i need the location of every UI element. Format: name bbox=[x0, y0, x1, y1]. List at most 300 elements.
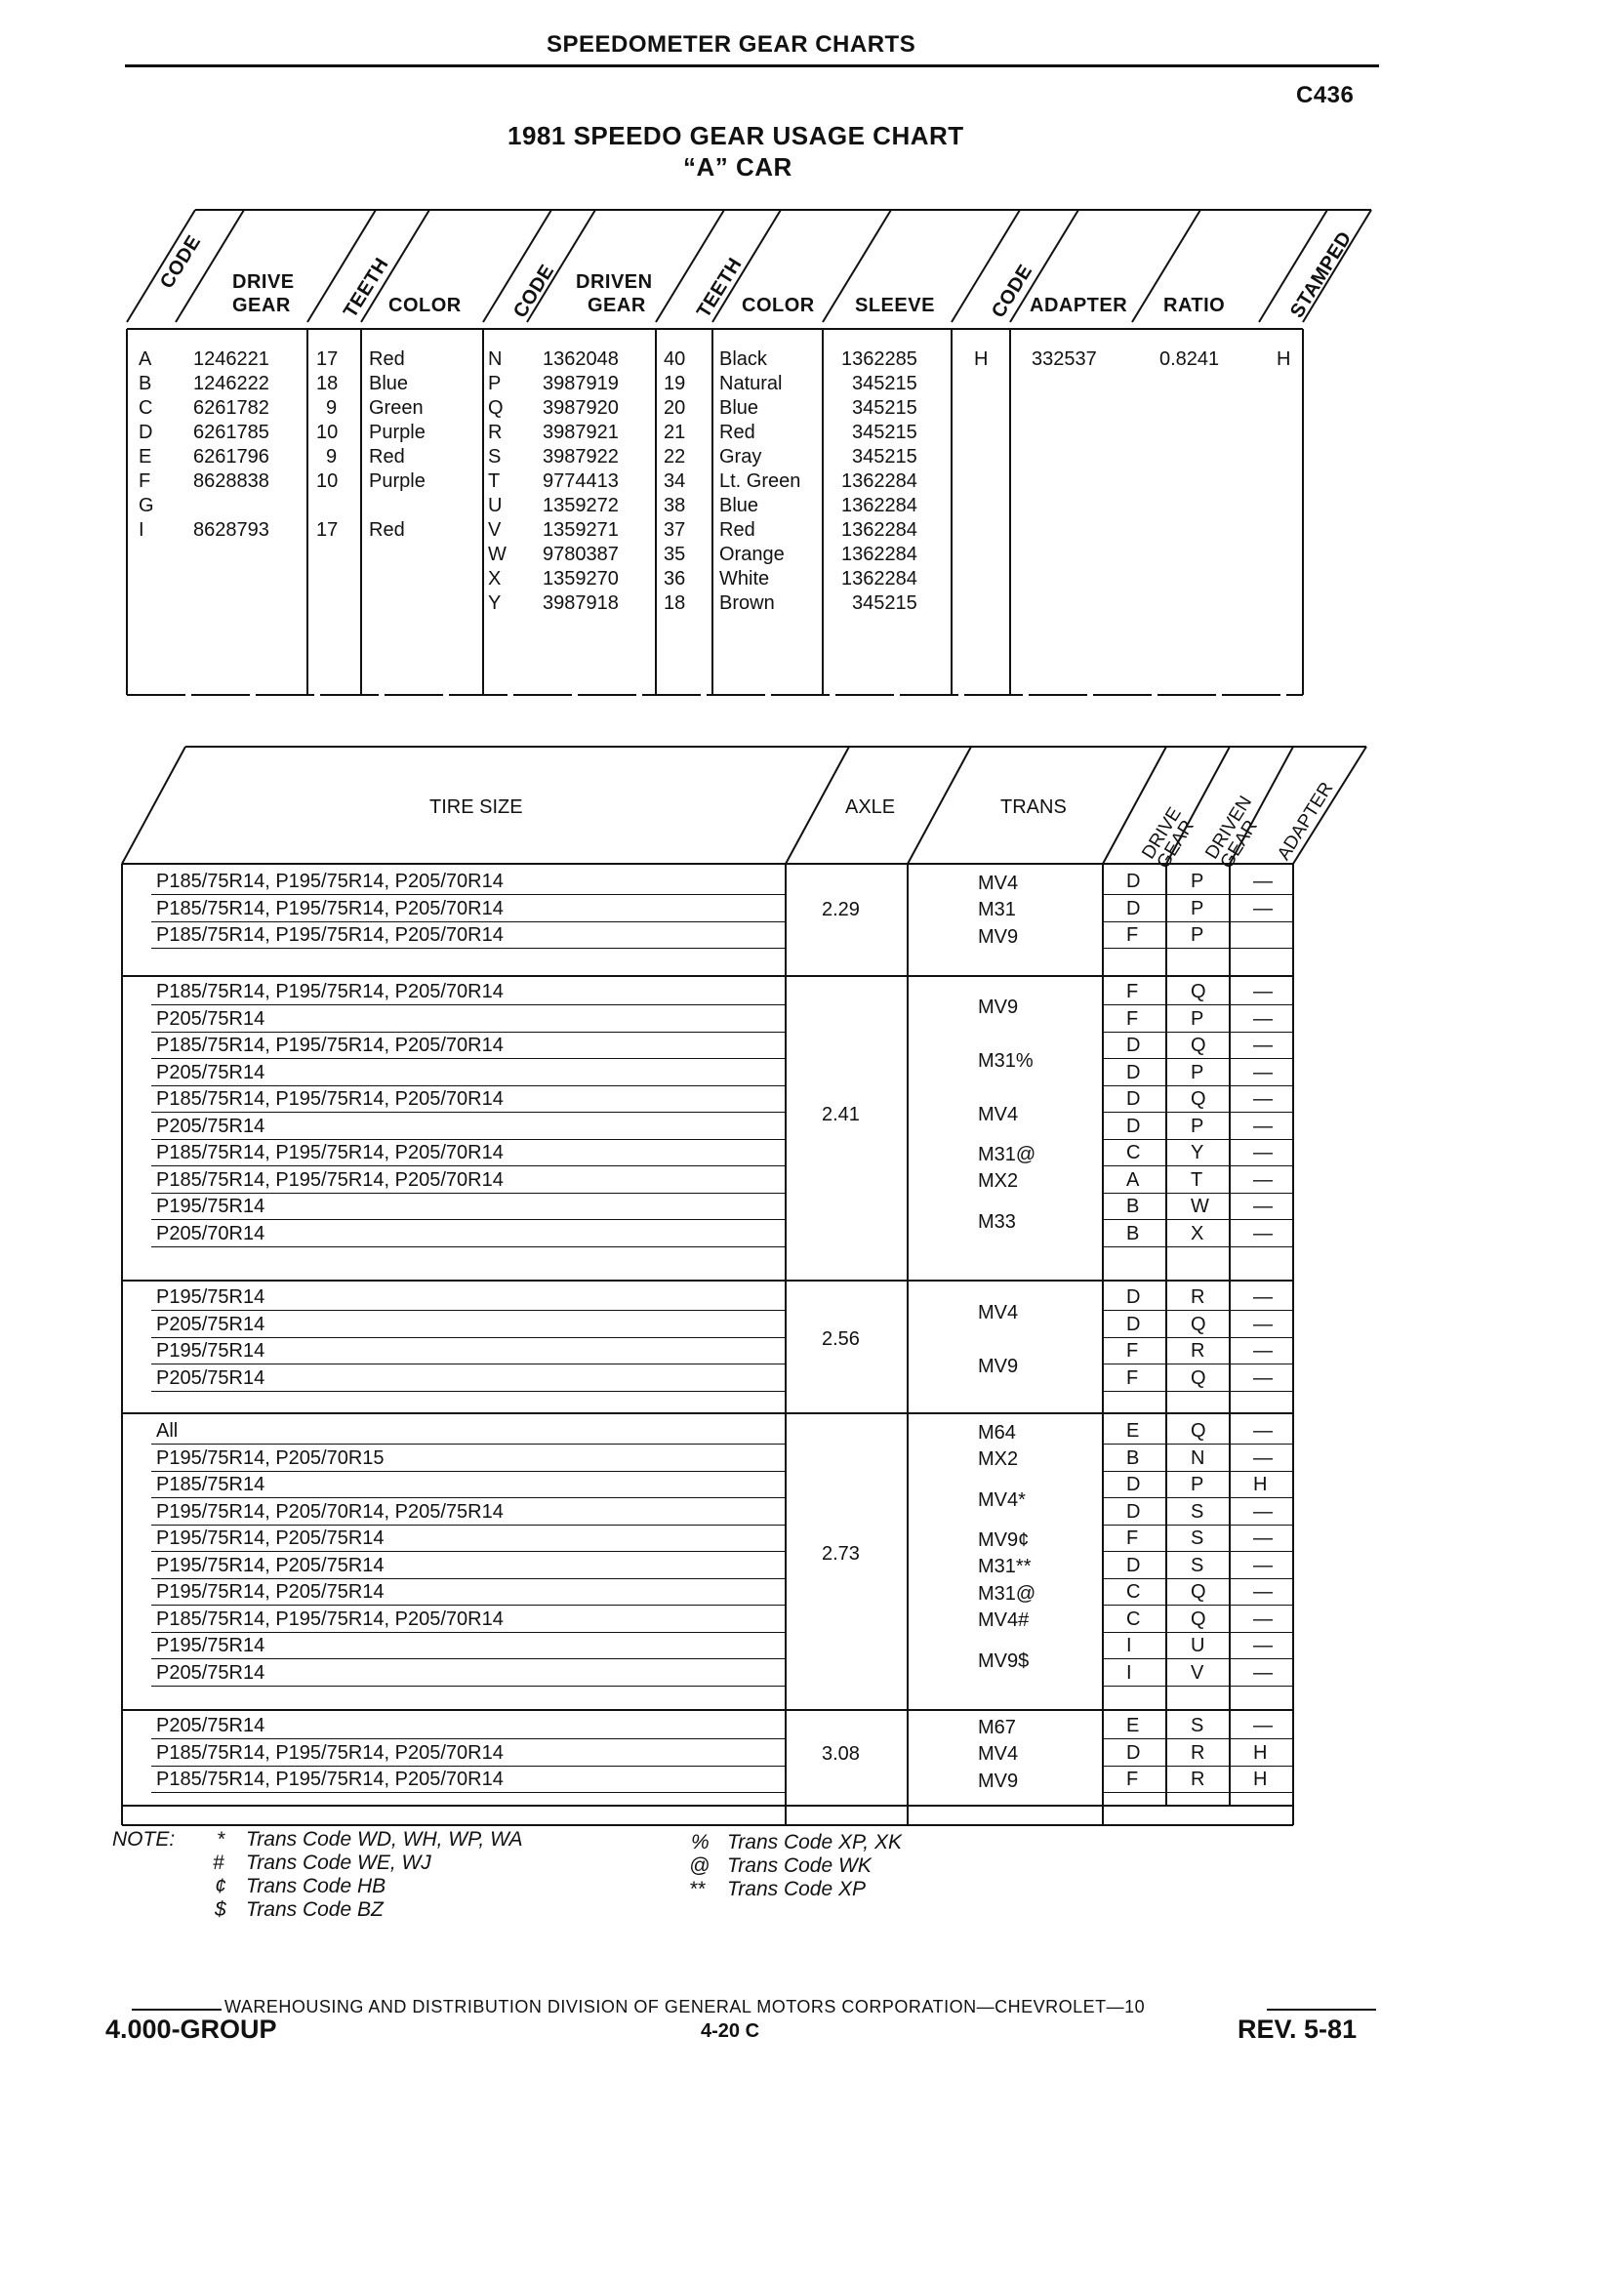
t2-trans-header: TRANS bbox=[1000, 796, 1067, 818]
t1-drive-teeth: 10 bbox=[316, 422, 339, 443]
t2-drive-gear: A bbox=[1126, 1168, 1140, 1191]
t2-trans-value: MV4 bbox=[978, 1743, 1019, 1766]
t1-driven-gear-header-1: DRIVEN bbox=[576, 271, 653, 293]
t2-trans-value: M31@ bbox=[978, 1582, 1036, 1605]
t2-row-rule bbox=[1103, 1085, 1293, 1086]
t1-driven-teeth: 21 bbox=[664, 422, 686, 443]
t1-driven-code: V bbox=[488, 519, 502, 541]
t1-driven-teeth: 19 bbox=[664, 373, 686, 394]
note-symbol: ** bbox=[689, 1878, 706, 1900]
t2-tire-size: P205/75R14 bbox=[156, 1715, 265, 1736]
t2-row-rule bbox=[1103, 1165, 1293, 1166]
t1-driven-code: R bbox=[488, 422, 503, 443]
t1-driven-teeth: 35 bbox=[664, 544, 686, 565]
t1-drive-code: C bbox=[139, 397, 153, 419]
t2-adapter: — bbox=[1253, 1581, 1273, 1603]
t1-drive-code: B bbox=[139, 373, 152, 394]
t1-teeth2-header: TEETH bbox=[693, 254, 747, 322]
footer-rule-right bbox=[1267, 2009, 1376, 2011]
footer-rev: REV. 5-81 bbox=[1238, 2015, 1358, 2044]
t1-color2-header: COLOR bbox=[742, 295, 815, 316]
t2-row-rule bbox=[151, 1658, 786, 1659]
t2-tire-size: P185/75R14, P195/75R14, P205/70R14 bbox=[156, 1142, 504, 1163]
t1-driven-gear: 1359271 bbox=[543, 519, 619, 541]
note-text: Trans Code WK bbox=[727, 1854, 872, 1877]
t2-adapter: — bbox=[1253, 1196, 1273, 1217]
t2-row-rule bbox=[151, 1578, 786, 1579]
note-symbol: $ bbox=[215, 1898, 226, 1921]
t2-adapter: — bbox=[1253, 1608, 1273, 1630]
t1-adapter-ratio: 0.8241 bbox=[1159, 348, 1220, 370]
t2-tire-size: P195/75R14, P205/70R15 bbox=[156, 1446, 385, 1469]
t2-driven-gear: P bbox=[1191, 897, 1204, 919]
t1-drive-gear: 8628838 bbox=[193, 470, 269, 492]
t2-tire-size: P185/75R14, P195/75R14, P205/70R14 bbox=[156, 1741, 504, 1764]
t2-trans-value: MV4* bbox=[978, 1488, 1026, 1511]
page-code: C436 bbox=[1296, 82, 1355, 108]
t1-drive-teeth: 17 bbox=[316, 519, 339, 541]
t2-tire-size: P205/75R14 bbox=[156, 1366, 265, 1389]
t2-adapter: — bbox=[1253, 1366, 1273, 1389]
t2-trans-value: MV9 bbox=[978, 996, 1019, 1018]
t1-drive-teeth: 9 bbox=[326, 446, 338, 468]
note-symbol: @ bbox=[689, 1854, 710, 1877]
t1-adapter-header: ADAPTER bbox=[1030, 295, 1128, 316]
t2-driven-gear: N bbox=[1191, 1446, 1205, 1469]
t2-tire-size: P195/75R14 bbox=[156, 1635, 265, 1656]
t2-row-rule bbox=[1103, 894, 1293, 895]
t2-row-rule bbox=[151, 1391, 786, 1392]
t2-tire-size: P205/75R14 bbox=[156, 1661, 265, 1684]
t1-drive-teeth: 10 bbox=[316, 470, 339, 492]
t1-driven-gear: 9780387 bbox=[543, 544, 619, 565]
t1-driven-gear: 1362048 bbox=[543, 348, 619, 370]
t2-driven-gear: R bbox=[1191, 1769, 1205, 1790]
t2-tire-size: P205/75R14 bbox=[156, 1313, 265, 1335]
t2-driven-gear: T bbox=[1191, 1168, 1203, 1191]
t1-code2-header: CODE bbox=[509, 261, 559, 322]
t1-drive-teeth: 9 bbox=[326, 397, 338, 419]
t1-driven-gear: 1359272 bbox=[543, 495, 619, 516]
t2-driven-gear: S bbox=[1191, 1554, 1204, 1576]
t1-driven-teeth: 40 bbox=[664, 348, 686, 370]
t2-drive-gear: D bbox=[1126, 1554, 1141, 1576]
t2-adapter: — bbox=[1253, 1715, 1273, 1736]
t2-drive-gear: F bbox=[1126, 981, 1139, 1002]
t2-adapter: H bbox=[1253, 1741, 1268, 1764]
t2-axle-value: 2.56 bbox=[822, 1328, 860, 1350]
t2-driven-gear: S bbox=[1191, 1527, 1204, 1549]
t2-adapter: — bbox=[1253, 1035, 1273, 1056]
t2-drive-gear: D bbox=[1126, 1115, 1141, 1137]
t2-trans-value: MV4 bbox=[978, 1103, 1019, 1125]
t2-drive-gear: F bbox=[1126, 1527, 1139, 1549]
t1-drive-gear: 1246221 bbox=[193, 348, 269, 370]
t2-trans-value: M64 bbox=[978, 1421, 1016, 1444]
t2-row-rule bbox=[151, 1766, 786, 1767]
t1-drive-teeth: 17 bbox=[316, 348, 339, 370]
t2-trans-value: M31% bbox=[978, 1049, 1034, 1072]
t2-adapter: — bbox=[1253, 1635, 1273, 1656]
t2-row-rule bbox=[151, 1551, 786, 1552]
t2-adapter: H bbox=[1253, 1769, 1268, 1790]
t2-tire-size-header: TIRE SIZE bbox=[429, 796, 523, 818]
t1-drive-color: Red bbox=[369, 348, 405, 370]
chart-subtitle: “A” CAR bbox=[683, 152, 792, 182]
t2-drive-gear: I bbox=[1126, 1661, 1132, 1684]
t2-adapter: — bbox=[1253, 1661, 1273, 1684]
t2-tire-size: P195/75R14 bbox=[156, 1196, 265, 1217]
t2-tire-size: All bbox=[156, 1420, 179, 1442]
t2-tire-size: P185/75R14, P195/75R14, P205/70R14 bbox=[156, 1035, 504, 1056]
t1-driven-gear: 3987920 bbox=[543, 397, 619, 419]
t1-driven-teeth: 20 bbox=[664, 397, 686, 419]
t2-adapter: — bbox=[1253, 1554, 1273, 1576]
t1-driven-gear: 3987921 bbox=[543, 422, 619, 443]
note-symbol: # bbox=[213, 1852, 224, 1874]
t1-driven-sleeve: 1362284 bbox=[841, 470, 917, 492]
t1-ratio-header: RATIO bbox=[1163, 295, 1226, 316]
t2-row-rule bbox=[151, 1139, 786, 1140]
chart-title: 1981 SPEEDO GEAR USAGE CHART bbox=[508, 121, 964, 150]
t2-row-rule bbox=[151, 1686, 786, 1687]
t1-drive-gear: 8628793 bbox=[193, 519, 269, 541]
note-text: Trans Code XP bbox=[727, 1878, 867, 1900]
t1-drive-gear: 6261785 bbox=[193, 422, 269, 443]
t2-drive-gear: I bbox=[1126, 1635, 1132, 1656]
t2-trans-value: MV9¢ bbox=[978, 1528, 1030, 1551]
t2-driven-gear: R bbox=[1191, 1741, 1205, 1764]
t2-tire-size: P205/75R14 bbox=[156, 1115, 265, 1137]
t2-axle-header: AXLE bbox=[845, 796, 896, 818]
t2-adapter: — bbox=[1253, 1142, 1273, 1163]
t1-driven-color: Blue bbox=[719, 495, 759, 516]
t2-driven-gear: Q bbox=[1191, 1608, 1206, 1630]
t2-tire-size: P205/75R14 bbox=[156, 1061, 265, 1083]
t1-drive-gear: 6261782 bbox=[193, 397, 269, 419]
t2-adapter: — bbox=[1253, 1115, 1273, 1137]
t2-row-rule bbox=[1103, 1444, 1293, 1445]
t2-row-rule bbox=[1103, 1032, 1293, 1033]
t2-row-rule bbox=[1103, 1391, 1293, 1392]
t2-row-rule bbox=[151, 1219, 786, 1220]
t1-driven-color: Natural bbox=[719, 373, 783, 394]
t2-trans-value: MV9 bbox=[978, 1770, 1019, 1792]
t2-drive-gear: D bbox=[1126, 1286, 1141, 1308]
t1-adapter-number: 332537 bbox=[1032, 348, 1097, 370]
t2-tire-size: P205/70R14 bbox=[156, 1222, 265, 1244]
t1-drive-code: E bbox=[139, 446, 152, 468]
t1-driven-color: Red bbox=[719, 519, 755, 541]
t2-drive-gear: D bbox=[1126, 1741, 1141, 1764]
t2-drive-gear: B bbox=[1126, 1196, 1140, 1217]
t2-drive-gear: C bbox=[1126, 1581, 1141, 1603]
t1-driven-sleeve: 345215 bbox=[852, 446, 917, 468]
t2-row-rule bbox=[1103, 1605, 1293, 1606]
t2-adapter: H bbox=[1253, 1474, 1268, 1495]
t2-tire-size: P195/75R14 bbox=[156, 1286, 265, 1308]
t2-trans-value: M31@ bbox=[978, 1143, 1036, 1165]
t1-drive-code: I bbox=[139, 519, 144, 541]
t1-driven-gear: 3987918 bbox=[543, 592, 619, 614]
t2-drive-gear: E bbox=[1126, 1420, 1140, 1442]
t2-drive-gear: D bbox=[1126, 1500, 1141, 1523]
footer-rule-left bbox=[132, 2009, 222, 2011]
t2-row-rule bbox=[151, 1246, 786, 1247]
t1-driven-code: U bbox=[488, 495, 503, 516]
t2-tire-size: P195/75R14, P205/75R14 bbox=[156, 1527, 385, 1549]
t2-row-rule bbox=[1103, 921, 1293, 922]
t1-driven-teeth: 36 bbox=[664, 568, 686, 590]
t2-drive-gear: F bbox=[1126, 1007, 1139, 1030]
note-text: Trans Code HB bbox=[246, 1875, 386, 1897]
t2-row-rule bbox=[1103, 1766, 1293, 1767]
t1-driven-teeth: 18 bbox=[664, 592, 686, 614]
t2-axle-value: 2.29 bbox=[822, 899, 860, 921]
t2-row-rule bbox=[1103, 1246, 1293, 1247]
t2-drive-gear: C bbox=[1126, 1608, 1141, 1630]
t2-row-rule bbox=[1103, 1471, 1293, 1472]
t2-driven-gear: Q bbox=[1191, 1581, 1206, 1603]
t2-row-rule bbox=[1103, 1551, 1293, 1552]
t2-row-rule bbox=[1103, 1525, 1293, 1526]
t1-driven-color: White bbox=[719, 568, 770, 590]
t1-code1-header: CODE bbox=[156, 231, 206, 293]
t2-drive-gear: F bbox=[1126, 924, 1139, 946]
t2-row-rule bbox=[151, 1444, 786, 1445]
t2-adapter: — bbox=[1253, 897, 1273, 919]
t1-drive-code: D bbox=[139, 422, 153, 443]
t2-row-rule bbox=[1103, 1658, 1293, 1659]
t1-stamped-header: STAMPED bbox=[1286, 227, 1357, 322]
t2-row-rule bbox=[1103, 1738, 1293, 1739]
t2-trans-value: MV9 bbox=[978, 1355, 1019, 1377]
t1-drive-code: A bbox=[139, 348, 152, 370]
t1-driven-sleeve: 1362284 bbox=[841, 495, 917, 516]
t1-driven-teeth: 34 bbox=[664, 470, 686, 492]
t2-row-rule bbox=[151, 1632, 786, 1633]
t2-adapter: — bbox=[1253, 871, 1273, 892]
t2-tire-size: P185/75R14, P195/75R14, P205/70R14 bbox=[156, 981, 504, 1002]
t2-trans-value: MX2 bbox=[978, 1170, 1019, 1193]
t2-trans-value: MV4 bbox=[978, 872, 1019, 894]
t2-drive-gear: F bbox=[1126, 1366, 1139, 1389]
t1-driven-color: Lt. Green bbox=[719, 470, 801, 492]
t2-drive-gear: D bbox=[1126, 1061, 1141, 1083]
t2-row-rule bbox=[151, 894, 786, 895]
t1-driven-code: X bbox=[488, 568, 502, 590]
t2-trans-value: M33 bbox=[978, 1210, 1016, 1233]
t1-drive-color: Green bbox=[369, 397, 424, 419]
t1-driven-sleeve: 1362284 bbox=[841, 568, 917, 590]
t2-row-rule bbox=[1103, 1632, 1293, 1633]
t1-driven-code: N bbox=[488, 348, 503, 370]
t2-trans-value: MV9 bbox=[978, 925, 1019, 948]
t2-row-rule bbox=[1103, 948, 1293, 949]
t2-drive-gear: B bbox=[1126, 1222, 1140, 1244]
t1-driven-gear: 1359270 bbox=[543, 568, 619, 590]
t2-driven-gear: Q bbox=[1191, 1420, 1206, 1442]
t1-drive-gear-header-1: DRIVE bbox=[232, 271, 295, 293]
t2-row-rule bbox=[151, 1337, 786, 1338]
t1-driven-color: Gray bbox=[719, 446, 762, 468]
t2-driven-gear: S bbox=[1191, 1500, 1204, 1523]
t2-driven-gear: P bbox=[1191, 1007, 1204, 1030]
t2-adapter: — bbox=[1253, 1286, 1273, 1308]
t2-driven-gear: Q bbox=[1191, 1035, 1206, 1056]
t1-driven-color: Orange bbox=[719, 544, 785, 565]
t2-adapter-header: ADAPTER bbox=[1274, 778, 1338, 865]
t2-driven-gear: P bbox=[1191, 1474, 1204, 1495]
t1-driven-code: T bbox=[488, 470, 501, 492]
t1-driven-teeth: 37 bbox=[664, 519, 686, 541]
t2-tire-size: P195/75R14 bbox=[156, 1340, 265, 1362]
t2-tire-size: P195/75R14, P205/70R14, P205/75R14 bbox=[156, 1500, 504, 1523]
t2-tire-size: P185/75R14, P195/75R14, P205/70R14 bbox=[156, 1769, 504, 1790]
t1-driven-code: P bbox=[488, 373, 502, 394]
t2-adapter: — bbox=[1253, 1222, 1273, 1244]
t1-driven-color: Red bbox=[719, 422, 755, 443]
t1-adapter-code: H bbox=[974, 348, 989, 370]
t1-driven-sleeve: 1362284 bbox=[841, 544, 917, 565]
footer-line: WAREHOUSING AND DISTRIBUTION DIVISION OF GENERAL MOTORS CORPORATION—CHEVROLET—10 bbox=[224, 1997, 1146, 2016]
t2-tire-size: P195/75R14, P205/75R14 bbox=[156, 1581, 385, 1603]
note-text: Trans Code XP, XK bbox=[727, 1831, 902, 1853]
t2-row-rule bbox=[1103, 1004, 1293, 1005]
t2-row-rule bbox=[151, 1471, 786, 1472]
t2-driven-gear: P bbox=[1191, 1115, 1204, 1137]
t2-drive-gear: B bbox=[1126, 1446, 1140, 1469]
footer-group: 4.000-GROUP bbox=[105, 2015, 277, 2044]
t2-row-rule bbox=[151, 1058, 786, 1059]
footer-page: 4-20 C bbox=[701, 2020, 760, 2042]
note-symbol: ¢ bbox=[215, 1875, 226, 1897]
t2-adapter: — bbox=[1253, 1007, 1273, 1030]
t1-drive-teeth: 18 bbox=[316, 373, 339, 394]
t2-drive-gear: D bbox=[1126, 1313, 1141, 1335]
t1-drive-color: Red bbox=[369, 519, 405, 541]
t2-driven-gear-header: DRIVEN GEAR bbox=[1201, 793, 1262, 873]
t2-adapter: — bbox=[1253, 1168, 1273, 1191]
t1-driven-gear: 9774413 bbox=[543, 470, 619, 492]
t2-row-rule bbox=[1103, 1497, 1293, 1498]
t1-driven-sleeve: 1362285 bbox=[841, 348, 917, 370]
t2-row-rule bbox=[151, 1310, 786, 1311]
t2-drive-gear: C bbox=[1126, 1142, 1141, 1163]
t2-row-rule bbox=[1103, 1310, 1293, 1311]
t1-driven-gear: 3987919 bbox=[543, 373, 619, 394]
section-title: SPEEDOMETER GEAR CHARTS bbox=[547, 31, 916, 58]
t2-row-rule bbox=[1103, 1219, 1293, 1220]
t2-driven-gear: R bbox=[1191, 1286, 1205, 1308]
t2-row-rule bbox=[151, 1165, 786, 1166]
t1-driven-code: S bbox=[488, 446, 502, 468]
t2-adapter: — bbox=[1253, 1446, 1273, 1469]
t2-row-rule bbox=[1103, 1112, 1293, 1113]
t1-driven-code: W bbox=[488, 544, 507, 565]
t1-driven-color: Brown bbox=[719, 592, 775, 614]
t2-row-rule bbox=[151, 1605, 786, 1606]
t1-drive-code: G bbox=[139, 495, 154, 516]
t2-trans-value: MX2 bbox=[978, 1448, 1019, 1471]
note-symbol: * bbox=[217, 1828, 225, 1851]
t2-tire-size: P185/75R14, P195/75R14, P205/70R14 bbox=[156, 871, 504, 892]
t2-driven-gear: X bbox=[1191, 1222, 1204, 1244]
t2-tire-size: P185/75R14, P195/75R14, P205/70R14 bbox=[156, 924, 504, 946]
t2-driven-gear: Q bbox=[1191, 1313, 1206, 1335]
t2-driven-gear: P bbox=[1191, 924, 1204, 946]
t1-color1-header: COLOR bbox=[388, 295, 462, 316]
t2-row-rule bbox=[151, 948, 786, 949]
t2-driven-gear: V bbox=[1191, 1661, 1204, 1684]
t1-driven-sleeve: 1362284 bbox=[841, 519, 917, 541]
t2-driven-gear: W bbox=[1191, 1196, 1209, 1217]
t2-drive-gear: E bbox=[1126, 1715, 1140, 1736]
t2-driven-gear: R bbox=[1191, 1340, 1205, 1362]
t2-drive-gear: D bbox=[1126, 871, 1141, 892]
t2-trans-value: M67 bbox=[978, 1716, 1016, 1738]
t2-row-rule bbox=[151, 1085, 786, 1086]
t1-adapter-stamped: H bbox=[1277, 348, 1291, 370]
t1-driven-teeth: 22 bbox=[664, 446, 686, 468]
t2-adapter: — bbox=[1253, 1340, 1273, 1362]
t2-row-rule bbox=[1103, 1058, 1293, 1059]
t1-drive-color: Red bbox=[369, 446, 405, 468]
t2-drive-gear: D bbox=[1126, 897, 1141, 919]
t2-driven-gear: U bbox=[1191, 1635, 1205, 1656]
t2-adapter: — bbox=[1253, 1313, 1273, 1335]
t2-row-rule bbox=[151, 1004, 786, 1005]
t2-drive-gear-header: DRIVE GEAR bbox=[1138, 803, 1198, 873]
t2-adapter: — bbox=[1253, 981, 1273, 1002]
t2-row-rule bbox=[1103, 1686, 1293, 1687]
t2-row-rule bbox=[151, 921, 786, 922]
t2-trans-value: M31** bbox=[978, 1556, 1032, 1578]
t2-row-rule bbox=[151, 1792, 786, 1793]
note-text: Trans Code WD, WH, WP, WA bbox=[246, 1828, 523, 1851]
t1-drive-gear-header-2: GEAR bbox=[232, 295, 291, 316]
note-symbol: % bbox=[691, 1831, 710, 1853]
t2-tire-size: P195/75R14, P205/75R14 bbox=[156, 1554, 385, 1576]
t2-trans-value: M31 bbox=[978, 899, 1016, 921]
t2-row-rule bbox=[1103, 1792, 1293, 1793]
t1-driven-sleeve: 345215 bbox=[852, 397, 917, 419]
t2-drive-gear: F bbox=[1126, 1769, 1139, 1790]
t2-driven-gear: Y bbox=[1191, 1142, 1204, 1163]
t1-driven-code: Q bbox=[488, 397, 504, 419]
t2-tire-size: P185/75R14, P195/75R14, P205/70R14 bbox=[156, 1088, 504, 1110]
t2-row-rule bbox=[151, 1525, 786, 1526]
t1-drive-gear: 1246222 bbox=[193, 373, 269, 394]
t1-drive-color: Purple bbox=[369, 470, 426, 492]
t2-axle-value: 2.73 bbox=[822, 1542, 860, 1565]
t2-tire-size: P185/75R14, P195/75R14, P205/70R14 bbox=[156, 897, 504, 919]
t2-drive-gear: D bbox=[1126, 1474, 1141, 1495]
t1-driven-sleeve: 345215 bbox=[852, 422, 917, 443]
t2-adapter: — bbox=[1253, 1527, 1273, 1549]
t2-trans-value: MV4# bbox=[978, 1609, 1030, 1632]
t2-row-rule bbox=[1103, 1337, 1293, 1338]
t2-driven-gear: Q bbox=[1191, 1366, 1206, 1389]
t1-driven-teeth: 38 bbox=[664, 495, 686, 516]
note-label: NOTE: bbox=[112, 1828, 176, 1851]
t2-row-rule bbox=[151, 1193, 786, 1194]
t2-driven-gear: P bbox=[1191, 871, 1204, 892]
t2-row-rule bbox=[1103, 1578, 1293, 1579]
note-text: Trans Code BZ bbox=[246, 1898, 384, 1921]
t2-tire-size: P185/75R14 bbox=[156, 1474, 265, 1495]
t2-axle-value: 3.08 bbox=[822, 1743, 860, 1766]
